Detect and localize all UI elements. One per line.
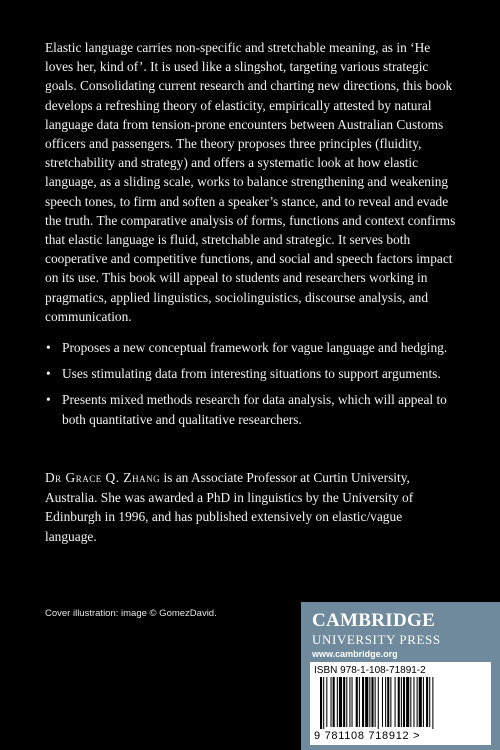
barcode-bar bbox=[333, 677, 335, 727]
barcode-bar bbox=[398, 677, 400, 727]
barcode-bar bbox=[339, 677, 342, 727]
barcode-bar bbox=[323, 677, 324, 729]
barcode-bar bbox=[343, 677, 345, 727]
feature-list bbox=[45, 338, 457, 436]
barcode-bar bbox=[401, 677, 402, 727]
barcode-bar bbox=[369, 677, 370, 727]
list-item-text: Proposes a new conceptual framework for vague language and hedging. bbox=[62, 340, 448, 355]
barcode-bar bbox=[390, 677, 391, 727]
barcode-bar bbox=[320, 677, 322, 729]
publisher-logo-name: CAMBRIDGE bbox=[312, 610, 436, 631]
barcode-bar bbox=[419, 677, 422, 727]
barcode-bar bbox=[359, 677, 360, 727]
publisher-panel bbox=[301, 602, 500, 750]
barcode-image bbox=[320, 677, 480, 729]
barcode-bar bbox=[346, 677, 347, 727]
barcode-bar bbox=[352, 677, 353, 727]
publisher-logo-press: UNIVERSITY PRESS bbox=[312, 632, 441, 647]
barcode-bar bbox=[378, 677, 379, 729]
list-item-text: Uses stimulating data from interesting situations to support arguments. bbox=[62, 366, 441, 382]
barcode-bar bbox=[365, 677, 368, 727]
barcode-bar bbox=[410, 677, 411, 727]
barcode-bar bbox=[406, 677, 409, 727]
list-item bbox=[45, 390, 457, 428]
barcode-bar bbox=[429, 677, 430, 727]
barcode-bar bbox=[375, 677, 376, 727]
barcode-bar bbox=[331, 677, 332, 727]
author-bio bbox=[45, 468, 457, 546]
author-name: Dr Grace Q. Zhang bbox=[45, 470, 161, 485]
bullet-icon: • bbox=[46, 366, 51, 382]
barcode-bar bbox=[356, 677, 358, 727]
barcode-bar bbox=[426, 677, 428, 727]
barcode-bar bbox=[382, 677, 383, 727]
author-bio-text: is an Associate Professor at Curtin University, Australia. She was awarded a PhD in linguistics by the University of Edinburgh in 1996, and has published extensively on elastic/vague language. bbox=[45, 470, 414, 544]
barcode-bar bbox=[371, 677, 373, 727]
publisher-url: www.cambridge.org bbox=[312, 649, 398, 659]
barcode-box bbox=[310, 662, 491, 745]
barcode-bar bbox=[395, 677, 396, 727]
barcode-bar bbox=[362, 677, 364, 727]
barcode-bar bbox=[432, 677, 433, 729]
barcode-bar bbox=[403, 677, 405, 727]
list-item bbox=[45, 338, 457, 357]
barcode-bar bbox=[326, 677, 327, 727]
barcode-bar bbox=[423, 677, 424, 727]
bullet-icon: • bbox=[46, 340, 51, 355]
barcode-bar bbox=[337, 677, 338, 727]
barcode-digits: 9 781108 718912 > bbox=[314, 730, 421, 742]
barcode-bar bbox=[385, 677, 386, 727]
cover-credit: Cover illustration: image © GomezDavid. bbox=[45, 608, 217, 619]
barcode-bar bbox=[349, 677, 350, 727]
isbn-label: ISBN 978-1-108-71891-2 bbox=[314, 665, 426, 676]
barcode-bar bbox=[387, 677, 389, 727]
blurb-paragraph: Elastic language carries non-specific and stretchable meaning, as in ‘He loves her, kind of’. It is used like a slingshot, targeting various strategic goals. Consolidating current research and charting new directions, this book develops a refreshing theory of elasticity, empirically attested by natural language data from tension-prone encounters between Australian Customs officers and passengers. The theory proposes three principles (fluidity, stretchability and strategy) and offers a systematic look at how elastic language, as a sliding scale, works to balance strengthening and weakening speech tones, to firm and soften a speaker’s stance, and to reveal and evade the truth. The comparative analysis of forms, functions and context confirms that elastic language is fluid, stretchable and strategic. It serves both cooperative and competitive functions, and social and speech factors impact on its use. This book will appeal to students and researchers working in pragmatics, applied linguistics, sociolinguistics, discourse analysis, and communication. bbox=[45, 40, 456, 324]
list-item-text: Presents mixed methods research for data analysis, which will appeal to both quantitative and qualitative researchers. bbox=[62, 392, 447, 427]
barcode-bar bbox=[417, 677, 418, 727]
bullet-icon: • bbox=[46, 392, 51, 408]
list-item bbox=[45, 364, 457, 383]
barcode-bar bbox=[413, 677, 414, 727]
